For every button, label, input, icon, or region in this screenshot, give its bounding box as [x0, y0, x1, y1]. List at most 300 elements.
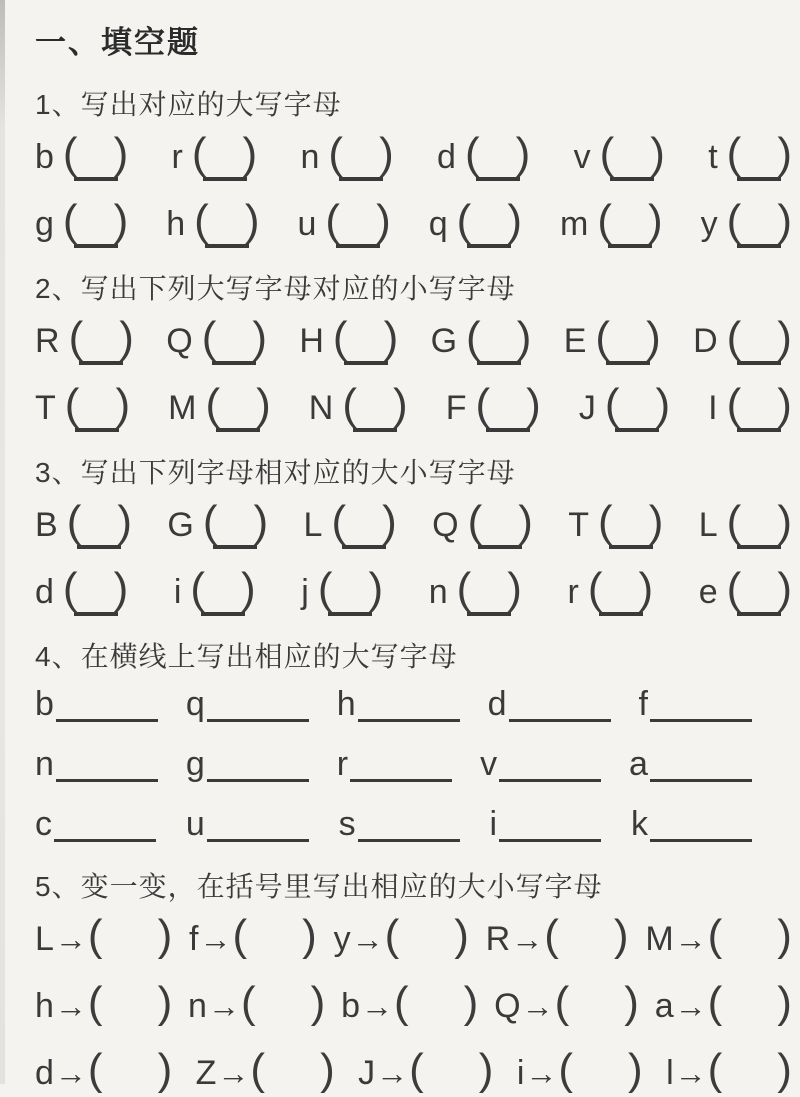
prompt-letter: n	[300, 138, 320, 176]
fill-item	[166, 314, 267, 365]
close-paren: )	[646, 313, 661, 362]
fill-item	[488, 682, 611, 726]
prompt-letter: n	[188, 987, 207, 1025]
fill-item	[708, 130, 792, 181]
open-paren: (	[595, 313, 611, 362]
open-paren: (	[87, 1045, 103, 1094]
close-paren: )	[242, 129, 258, 178]
close-paren: )	[638, 564, 654, 613]
fill-item	[174, 565, 256, 616]
blank-underline	[77, 545, 121, 549]
fill-item	[166, 197, 259, 248]
close-paren: )	[624, 978, 639, 1027]
section-2-heading: 2、写出下列大写字母对应的小写字母	[35, 273, 516, 304]
prompt-letter: a	[629, 745, 648, 783]
blank-underline	[737, 612, 781, 616]
blank-row	[35, 1046, 792, 1097]
prompt-letter: J	[578, 389, 596, 427]
arrow-icon: →	[199, 921, 232, 957]
section-1	[35, 86, 792, 248]
fill-item	[486, 912, 629, 963]
prompt-letter: e	[698, 573, 718, 611]
fill-item	[309, 381, 408, 432]
blank-row	[35, 197, 792, 248]
open-paren: (	[726, 380, 742, 429]
close-paren: )	[383, 313, 399, 362]
prompt-letter: a	[654, 987, 674, 1025]
blank-line	[207, 839, 309, 842]
blank-line	[56, 719, 158, 722]
blank-row	[35, 314, 792, 365]
blank-row	[35, 498, 792, 549]
fill-item	[35, 314, 134, 365]
fill-item	[301, 130, 394, 181]
prompt-letter: c	[35, 805, 52, 843]
prompt-letter: u	[297, 205, 317, 243]
blank-line	[509, 719, 611, 722]
fill-item	[304, 498, 397, 549]
fill-item	[35, 979, 172, 1030]
prompt-letter: T	[568, 506, 590, 544]
open-paren: (	[464, 129, 480, 178]
fill-item	[437, 130, 530, 181]
close-paren: )	[777, 129, 792, 178]
open-paren: (	[384, 911, 400, 960]
arrow-icon: →	[54, 921, 87, 957]
close-paren: )	[777, 911, 792, 960]
blank-underline	[213, 545, 257, 549]
close-paren: )	[310, 978, 326, 1027]
blank-underline	[344, 361, 388, 365]
close-paren: )	[368, 564, 384, 613]
close-paren: )	[302, 911, 317, 960]
open-paren: (	[456, 564, 472, 613]
fill-item	[429, 197, 522, 248]
prompt-letter: n	[428, 573, 448, 611]
open-paren: (	[604, 380, 620, 429]
close-paren: )	[115, 380, 131, 429]
close-paren: )	[463, 978, 479, 1027]
close-paren: )	[648, 497, 664, 546]
open-paren: (	[87, 911, 103, 960]
fill-item	[693, 314, 792, 365]
section-3	[35, 454, 792, 616]
open-paren: (	[332, 313, 348, 362]
prompt-letter: j	[301, 573, 309, 611]
open-paren: (	[409, 1045, 424, 1094]
blank-underline	[486, 428, 530, 432]
prompt-letter: v	[480, 745, 498, 783]
open-paren: (	[599, 129, 615, 178]
blank-underline	[201, 612, 245, 616]
section-4-heading: 4、在横线上写出相应的大写字母	[35, 641, 458, 672]
blank-line	[56, 779, 158, 782]
prompt-letter: B	[35, 506, 58, 544]
arrow-icon: →	[54, 1055, 87, 1091]
close-paren: )	[507, 196, 522, 245]
open-paren: (	[317, 564, 333, 613]
open-paren: (	[587, 564, 603, 613]
open-paren: (	[707, 1045, 723, 1094]
section-5-heading: 5、变一变，在括号里写出相应的大小写字母	[35, 871, 603, 902]
close-paren: )	[777, 497, 792, 546]
blank-underline	[79, 361, 123, 365]
fill-item	[432, 498, 533, 549]
fill-item	[429, 565, 522, 616]
prompt-letter: H	[299, 322, 324, 360]
close-paren: )	[647, 196, 663, 245]
arrow-icon: →	[511, 921, 544, 957]
prompt-letter: h	[336, 685, 356, 723]
blank-line	[54, 839, 156, 842]
prompt-letter: l	[666, 1054, 674, 1092]
fill-item	[699, 565, 792, 616]
fill-item	[431, 314, 532, 365]
fill-item	[574, 130, 665, 181]
fill-item	[35, 682, 158, 726]
section-3-heading: 3、写出下列字母相对应的大小写字母	[35, 457, 516, 488]
blank-line	[499, 779, 601, 782]
prompt-letter: f	[189, 920, 199, 958]
prompt-letter: d	[437, 138, 456, 176]
fill-item	[35, 565, 128, 616]
fill-item	[35, 130, 128, 181]
open-paren: (	[240, 978, 256, 1027]
close-paren: )	[478, 1045, 494, 1094]
worksheet-title: 一、填空题	[35, 25, 200, 60]
blank-underline	[467, 612, 511, 616]
open-paren: (	[201, 313, 217, 362]
prompt-letter: f	[638, 685, 648, 723]
close-paren: )	[515, 129, 531, 178]
sections-container	[35, 86, 792, 1097]
blank-underline	[328, 612, 372, 616]
open-paren: (	[456, 196, 472, 245]
prompt-letter: J	[358, 1054, 376, 1092]
close-paren: )	[244, 196, 260, 245]
fill-item	[35, 742, 158, 786]
fill-item	[631, 802, 752, 846]
open-paren: (	[62, 129, 78, 178]
fill-item	[334, 912, 469, 963]
prompt-letter: R	[35, 322, 60, 360]
fill-item	[655, 979, 792, 1030]
blank-underline	[478, 545, 522, 549]
close-paren: )	[526, 380, 541, 429]
fill-item	[699, 498, 792, 549]
open-paren: (	[87, 978, 103, 1027]
fill-item	[186, 742, 309, 786]
fill-item	[645, 912, 792, 963]
prompt-letter: g	[185, 745, 205, 783]
section-1-heading: 1、写出对应的大写字母	[35, 89, 342, 120]
open-paren: (	[544, 911, 559, 960]
close-paren: )	[119, 313, 134, 362]
open-paren: (	[726, 564, 742, 613]
blank-line	[650, 719, 752, 722]
prompt-letter: k	[630, 805, 648, 843]
fill-item	[35, 1046, 172, 1097]
blank-line	[358, 839, 460, 842]
close-paren: )	[252, 313, 267, 362]
open-paren: (	[475, 380, 491, 429]
open-paren: (	[598, 497, 613, 546]
prompt-letter: h	[35, 987, 54, 1025]
blank-underline	[737, 545, 781, 549]
close-paren: )	[777, 380, 792, 429]
open-paren: (	[707, 978, 723, 1027]
blank-row	[35, 130, 792, 181]
close-paren: )	[777, 1045, 792, 1094]
close-paren: )	[655, 380, 671, 429]
blank-underline	[737, 428, 781, 432]
close-paren: )	[117, 497, 132, 546]
fill-item	[490, 802, 602, 846]
prompt-letter: y	[700, 205, 718, 243]
fill-item	[337, 682, 460, 726]
open-paren: (	[466, 313, 481, 362]
open-paren: (	[394, 978, 409, 1027]
blank-underline	[609, 545, 653, 549]
open-paren: (	[726, 129, 742, 178]
open-paren: (	[342, 380, 358, 429]
fill-item	[167, 498, 268, 549]
fill-item	[337, 742, 452, 786]
fill-item	[35, 912, 172, 963]
prompt-letter: Q	[494, 987, 521, 1025]
blank-underline	[74, 612, 118, 616]
blank-underline	[74, 177, 118, 181]
fill-item	[35, 381, 130, 432]
close-paren: )	[113, 196, 129, 245]
blank-underline	[737, 361, 781, 365]
fill-item	[35, 498, 132, 549]
fill-item	[446, 381, 541, 432]
blank-underline	[203, 177, 247, 181]
prompt-letter: m	[560, 205, 589, 243]
fill-item	[568, 565, 654, 616]
prompt-letter: v	[573, 138, 591, 176]
open-paren: (	[232, 911, 248, 960]
open-paren: (	[726, 313, 742, 362]
blank-line	[650, 779, 752, 782]
open-paren: (	[467, 497, 483, 546]
blank-underline	[205, 244, 249, 248]
fill-item	[341, 979, 478, 1030]
fill-item	[301, 565, 383, 616]
open-paren: (	[190, 564, 206, 613]
arrow-icon: →	[521, 988, 554, 1024]
blank-row	[35, 912, 792, 963]
fill-item	[35, 197, 128, 248]
blank-underline	[339, 177, 383, 181]
fill-item	[629, 742, 752, 786]
close-paren: )	[507, 564, 522, 613]
prompt-letter: M	[645, 920, 674, 958]
prompt-letter: t	[708, 138, 718, 176]
prompt-letter: E	[563, 322, 587, 360]
prompt-letter: i	[489, 805, 498, 843]
blank-underline	[467, 244, 511, 248]
fill-item	[35, 802, 156, 846]
blank-line	[499, 839, 601, 842]
fill-item	[172, 130, 258, 181]
close-paren: )	[256, 380, 271, 429]
section-2	[35, 270, 792, 432]
prompt-letter: L	[698, 506, 718, 544]
prompt-letter: i	[516, 1054, 525, 1092]
open-paren: (	[64, 380, 80, 429]
prompt-letter: G	[430, 322, 458, 360]
section-4	[35, 638, 792, 846]
fill-item	[708, 381, 792, 432]
blank-line	[650, 839, 752, 842]
fill-item	[189, 912, 317, 963]
fill-item	[666, 1046, 792, 1097]
prompt-letter: D	[693, 322, 718, 360]
close-paren: )	[253, 497, 269, 546]
close-paren: )	[650, 129, 665, 178]
blank-underline	[74, 244, 118, 248]
fill-item	[639, 682, 752, 726]
fill-item	[480, 742, 601, 786]
fill-item	[494, 979, 639, 1030]
prompt-letter: y	[333, 920, 351, 958]
arrow-icon: →	[525, 1055, 558, 1091]
prompt-letter: b	[341, 987, 361, 1025]
blank-underline	[75, 428, 119, 432]
arrow-icon: →	[351, 921, 384, 957]
fill-item	[358, 1046, 493, 1097]
close-paren: )	[777, 196, 792, 245]
close-paren: )	[320, 1045, 335, 1094]
close-paren: )	[379, 129, 394, 178]
arrow-icon: →	[217, 1055, 250, 1091]
prompt-letter: u	[185, 805, 205, 843]
fill-item	[196, 1046, 335, 1097]
blank-underline	[336, 244, 380, 248]
section-5	[35, 868, 792, 1097]
open-paren: (	[707, 911, 723, 960]
open-paren: (	[328, 129, 344, 178]
close-paren: )	[157, 978, 173, 1027]
fill-item	[560, 197, 663, 248]
prompt-letter: Z	[195, 1054, 217, 1092]
close-paren: )	[113, 129, 129, 178]
blank-line	[358, 719, 460, 722]
prompt-letter: g	[35, 205, 54, 243]
open-paren: (	[191, 129, 207, 178]
prompt-letter: n	[35, 745, 54, 783]
prompt-letter: M	[168, 389, 197, 427]
prompt-letter: d	[35, 573, 54, 611]
close-paren: )	[777, 313, 792, 362]
prompt-letter: q	[185, 685, 205, 723]
close-paren: )	[613, 911, 629, 960]
arrow-icon: →	[376, 1055, 409, 1091]
blank-underline	[476, 177, 520, 181]
close-paren: )	[454, 911, 469, 960]
blank-row	[35, 802, 792, 846]
blank-underline	[606, 361, 650, 365]
blank-underline	[737, 177, 781, 181]
blank-underline	[610, 177, 654, 181]
blank-row	[35, 742, 792, 786]
open-paren: (	[331, 497, 347, 546]
close-paren: )	[518, 497, 533, 546]
fill-item	[517, 1046, 643, 1097]
arrow-icon: →	[674, 1055, 707, 1091]
prompt-letter: T	[35, 389, 56, 427]
blank-underline	[608, 244, 652, 248]
blank-underline	[737, 244, 781, 248]
fill-item	[339, 802, 460, 846]
close-paren: )	[628, 1045, 643, 1094]
blank-underline	[353, 428, 397, 432]
fill-item	[186, 802, 309, 846]
fill-item	[568, 498, 663, 549]
prompt-letter: i	[173, 573, 182, 611]
close-paren: )	[516, 313, 532, 362]
blank-line	[207, 719, 309, 722]
open-paren: (	[250, 1045, 266, 1094]
blank-line	[207, 779, 309, 782]
prompt-letter: Q	[166, 322, 193, 360]
open-paren: (	[726, 497, 742, 546]
open-paren: (	[68, 313, 84, 362]
open-paren: (	[726, 196, 742, 245]
close-paren: )	[157, 911, 173, 960]
close-paren: )	[157, 1045, 173, 1094]
arrow-icon: →	[674, 921, 707, 957]
arrow-icon: →	[54, 988, 87, 1024]
prompt-letter: d	[487, 685, 507, 723]
prompt-letter: L	[35, 920, 54, 958]
prompt-letter: R	[485, 920, 511, 958]
arrow-icon: →	[207, 988, 240, 1024]
blank-underline	[599, 612, 643, 616]
fill-item	[564, 314, 661, 365]
close-paren: )	[241, 564, 256, 613]
open-paren: (	[554, 978, 570, 1027]
prompt-letter: r	[171, 138, 183, 176]
fill-item	[298, 197, 391, 248]
prompt-letter: Q	[432, 506, 459, 544]
open-paren: (	[66, 497, 82, 546]
arrow-icon: →	[674, 988, 707, 1024]
close-paren: )	[382, 497, 397, 546]
prompt-letter: s	[338, 805, 356, 843]
fill-item	[299, 314, 398, 365]
prompt-letter: G	[167, 506, 194, 544]
open-paren: (	[194, 196, 209, 245]
prompt-letter: N	[308, 389, 334, 427]
prompt-letter: F	[445, 389, 467, 427]
blank-underline	[216, 428, 260, 432]
close-paren: )	[376, 196, 391, 245]
blank-row	[35, 381, 792, 432]
open-paren: (	[597, 196, 612, 245]
prompt-letter: h	[166, 205, 186, 243]
prompt-letter: r	[567, 573, 579, 611]
prompt-letter: I	[708, 389, 718, 427]
close-paren: )	[113, 564, 129, 613]
open-paren: (	[202, 497, 218, 546]
blank-row	[35, 979, 792, 1030]
fill-item	[701, 197, 792, 248]
prompt-letter: b	[35, 138, 54, 176]
blank-underline	[615, 428, 659, 432]
